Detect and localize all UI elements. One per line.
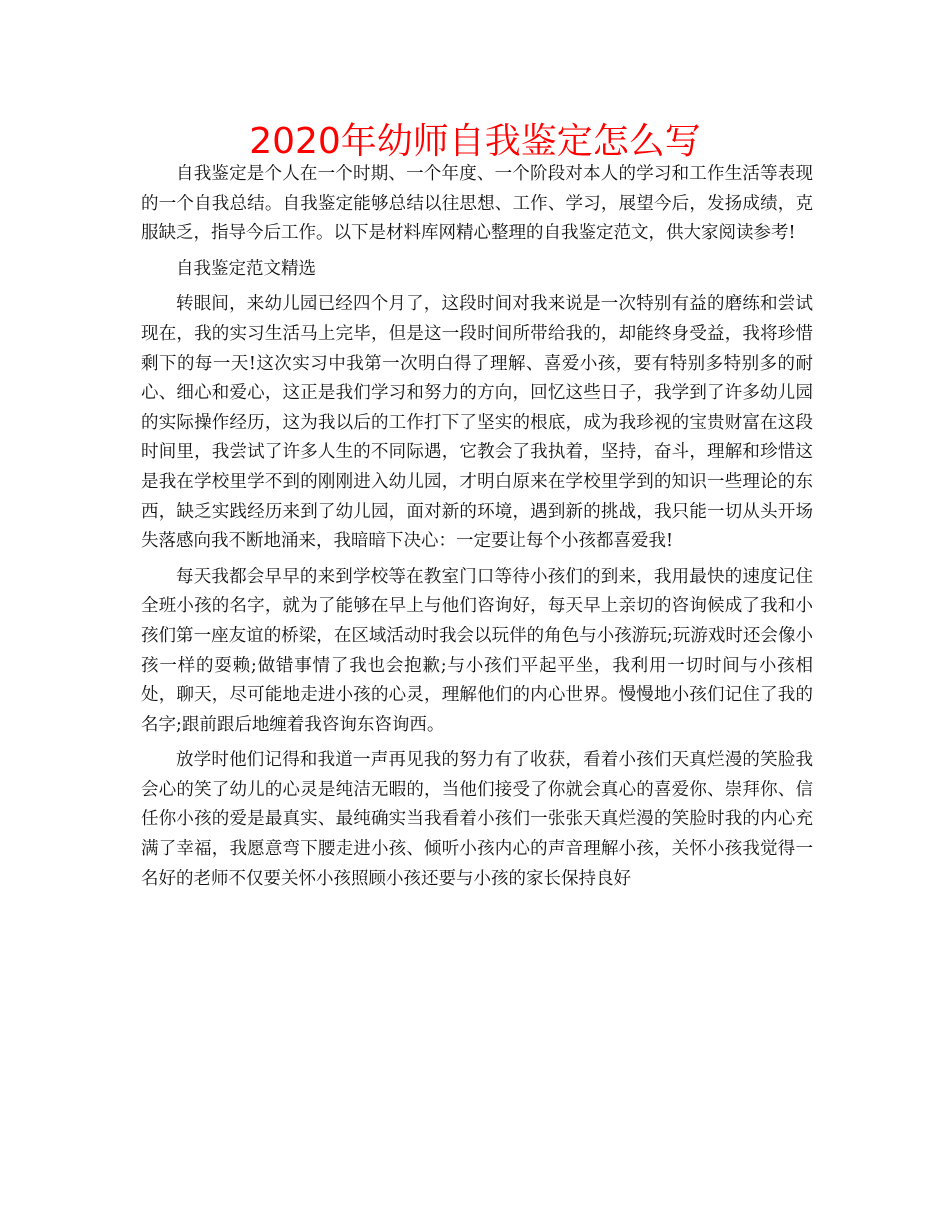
document-title: 2020年幼师自我鉴定怎么写 (249, 121, 701, 162)
document-body (141, 160, 813, 894)
paragraph-body-1: 转眼间，来幼儿园已经四个月了，这段时间对我来说是一次特别有益的磨练和尝试现在，我的实习生活马上完毕，但是这一段时间所带给我的，却能终身受益，我将珍惜剩下的每一天!这次实习中我第一次明白得了理解、喜爱小孩，要有特别多特别多的耐心、细心和爱心，这正是我们学习和努力的方向，回忆这些日子，我学到了许多幼儿园的实际操作经历，这为我以后的工作打下了坚实的根底，成为我珍视的宝贵财富在这段时间里，我尝试了许多人生的不同际遇，它教会了我执着，坚持，奋斗，理解和珍惜这是我在学校里学不到的刚刚进入幼儿园，才明白原来在学校里学到的知识一些理论的东西，缺乏实践经历来到了幼儿园，面对新的环境，遇到新的挑战，我只能一切从头开场失落感向我不断地涌来，我暗暗下决心：一定要让每个小孩都喜爱我! (141, 294, 813, 552)
paragraph-section-heading: 自我鉴定范文精选 (176, 258, 316, 279)
paragraph-body-2: 每天我都会早早的来到学校等在教室门口等待小孩们的到来，我用最快的速度记住全班小孩的名字，就为了能够在早上与他们咨询好，每天早上亲切的咨询候成了我和小孩们第一座友谊的桥梁，在区域活动时我会以玩伴的角色与小孩游玩;玩游戏时还会像小孩一样的耍赖;做错事情了我也会抱歉;与小孩们平起平坐，我利用一切时间与小孩相处，聊天，尽可能地走进小孩的心灵，理解他们的内心世界。慢慢地小孩们记住了我的名字;跟前跟后地缠着我咨询东咨询西。 (141, 566, 813, 735)
paragraph-body-3: 放学时他们记得和我道一声再见我的努力有了收获，看着小孩们天真烂漫的笑脸我会心的笑了幼儿的心灵是纯洁无暇的，当他们接受了你就会真心的喜爱你、崇拜你、信任你小孩的爱是最真实、最纯确实当我看着小孩们一张张天真烂漫的笑脸时我的内心充满了幸福，我愿意弯下腰走进小孩、倾听小孩内心的声音理解小孩，关怀小孩我觉得一名好的老师不仅要关怀小孩照顾小孩还要与小孩的家长保持良好 (141, 750, 813, 889)
paragraph-intro: 自我鉴定是个人在一个时期、一个年度、一个阶段对本人的学习和工作生活等表现的一个自我总结。自我鉴定能够总结以往思想、工作、学习，展望今后，发扬成绩，克服缺乏，指导今后工作。以下是材料库网精心整理的自我鉴定范文，供大家阅读参考! (141, 164, 813, 244)
